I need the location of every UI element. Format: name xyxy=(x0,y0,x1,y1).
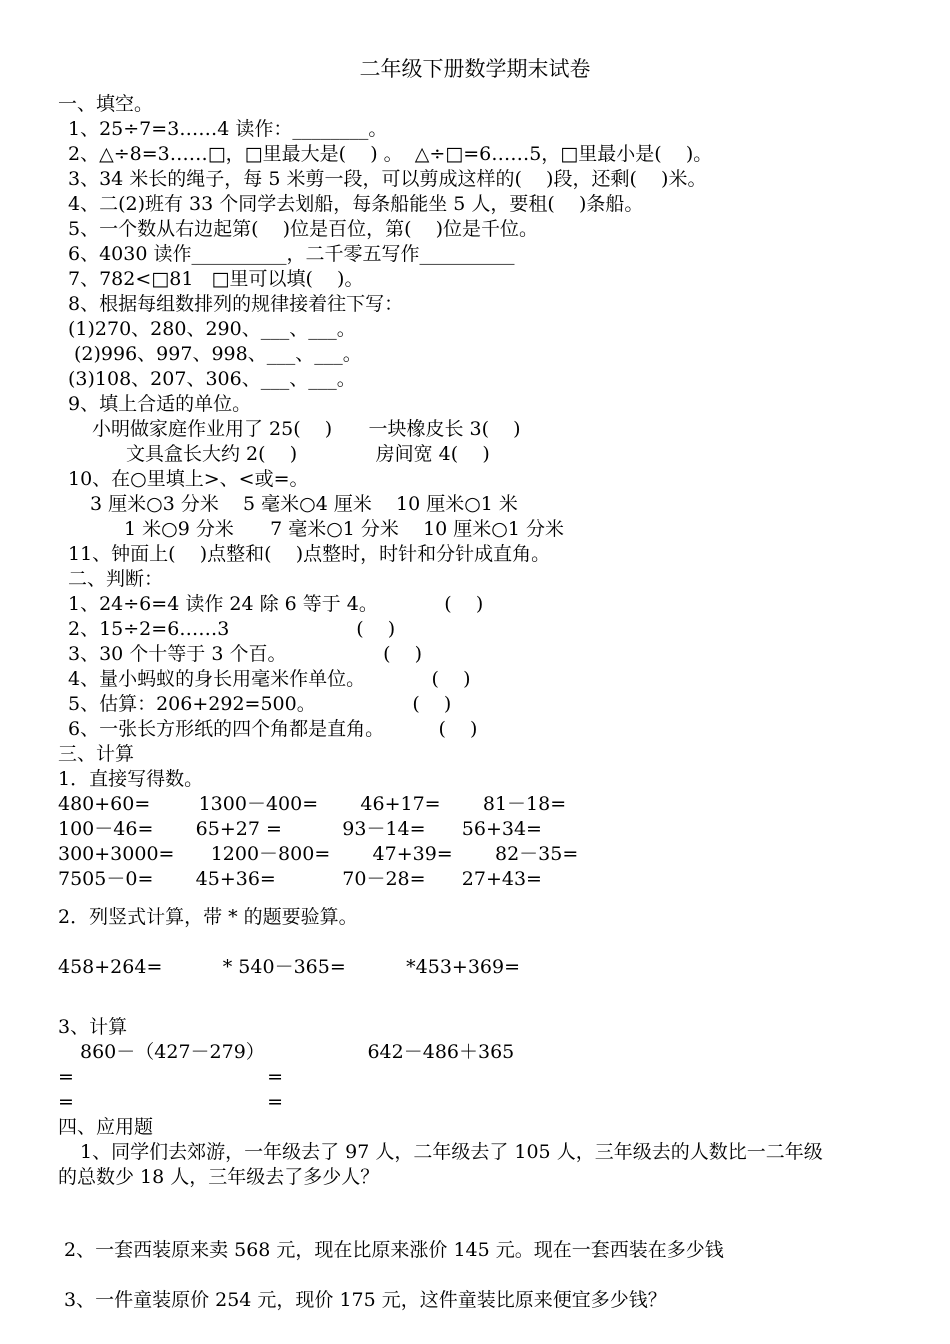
exam-line: 1．直接写得数。 xyxy=(58,768,204,790)
exam-line: 2．列竖式计算，带 * 的题要验算。 xyxy=(58,906,358,928)
exam-line: 3、34 米长的绳子，每 5 米剪一段，可以剪成这样的( )段，还剩( )米。 xyxy=(68,168,707,190)
exam-line: 2、一套西装原来卖 568 元，现在比原来涨价 145 元。现在一套西装在多少钱 xyxy=(64,1239,724,1261)
exam-line: = = xyxy=(58,1091,284,1113)
exam-line: 300+3000= 1200－800= 47+39= 82－35= xyxy=(58,843,579,865)
exam-line: 5、一个数从右边起第( )位是百位，第( )位是千位。 xyxy=(68,218,539,240)
exam-line: 7、782<□81 □里可以填( )。 xyxy=(68,268,364,290)
exam-line: 7505－0= 45+36= 70－28= 27+43= xyxy=(58,868,542,890)
exam-title: 二年级下册数学期末试卷 xyxy=(359,57,591,81)
exam-line: 小明做家庭作业用了 25( ) 一块橡皮长 3( ) xyxy=(92,418,521,440)
exam-line: 8、根据每组数排列的规律接着往下写： xyxy=(68,293,404,315)
exam-line: 4、量小蚂蚁的身长用毫米作单位。 ( ) xyxy=(68,668,471,690)
exam-line: 1、24÷6=4 读作 24 除 6 等于 4。 ( ) xyxy=(68,593,484,615)
exam-line: 4、二(2)班有 33 个同学去划船，每条船能坐 5 人，要租( )条船。 xyxy=(68,193,644,215)
exam-line: 6、一张长方形纸的四个角都是直角。 ( ) xyxy=(68,718,478,740)
exam-line: 3 厘米○3 分米 5 毫米○4 厘米 10 厘米○1 米 xyxy=(90,493,518,515)
exam-line: 5、估算：206+292=500。 ( ) xyxy=(68,693,452,715)
exam-line: 10、在○里填上>、<或=。 xyxy=(68,468,309,490)
exam-line: 860－（427－279） 642－486＋365 xyxy=(80,1041,515,1063)
exam-line: 480+60= 1300－400= 46+17= 81－18= xyxy=(58,793,567,815)
exam-line: 2、△÷8=3……□，□里最大是( ) 。 △÷□=6……5，□里最小是( )。 xyxy=(68,143,713,165)
exam-line: (1)270、280、290、___、___。 xyxy=(68,318,356,340)
exam-line: 三、计算 xyxy=(58,743,135,765)
exam-line: 1、同学们去郊游，一年级去了 97 人，二年级去了 105 人，三年级去的人数比一二年级 xyxy=(80,1141,823,1163)
exam-line: 11、钟面上( )点整和( )点整时，时针和分针成直角。 xyxy=(68,543,551,565)
exam-line: 1、25÷7=3……4 读作：________。 xyxy=(68,118,388,140)
exam-line: 100－46= 65+27 = 93－14= 56+34= xyxy=(58,818,542,840)
exam-line: 文具盒长大约 2( ) 房间宽 4( ) xyxy=(126,443,490,465)
exam-line: 1 米○9 分米 7 毫米○1 分米 10 厘米○1 分米 xyxy=(124,518,564,540)
exam-line: 6、4030 读作__________，二千零五写作__________ xyxy=(68,243,515,265)
exam-line: = = xyxy=(58,1066,284,1088)
exam-line: 3、30 个十等于 3 个百。 ( ) xyxy=(68,643,423,665)
exam-line: 3、计算 xyxy=(58,1016,128,1038)
exam-line: 458+264= * 540－365= *453+369= xyxy=(58,956,521,978)
exam-line: (2)996、997、998、___、___。 xyxy=(74,343,362,365)
exam-line: 四、应用题 xyxy=(58,1116,154,1138)
exam-line: 二、判断： xyxy=(68,568,164,590)
exam-line: 2、15÷2=6……3 ( ) xyxy=(68,618,396,640)
exam-line: 的总数少 18 人，三年级去了多少人？ xyxy=(58,1166,380,1188)
exam-line: 9、填上合适的单位。 xyxy=(68,393,252,415)
exam-line: (3)108、207、306、___、___。 xyxy=(68,368,356,390)
exam-line: 3、一件童装原价 254 元，现价 175 元，这件童装比原来便宜多少钱？ xyxy=(64,1289,667,1311)
exam-line: 一、填空。 xyxy=(58,93,154,115)
